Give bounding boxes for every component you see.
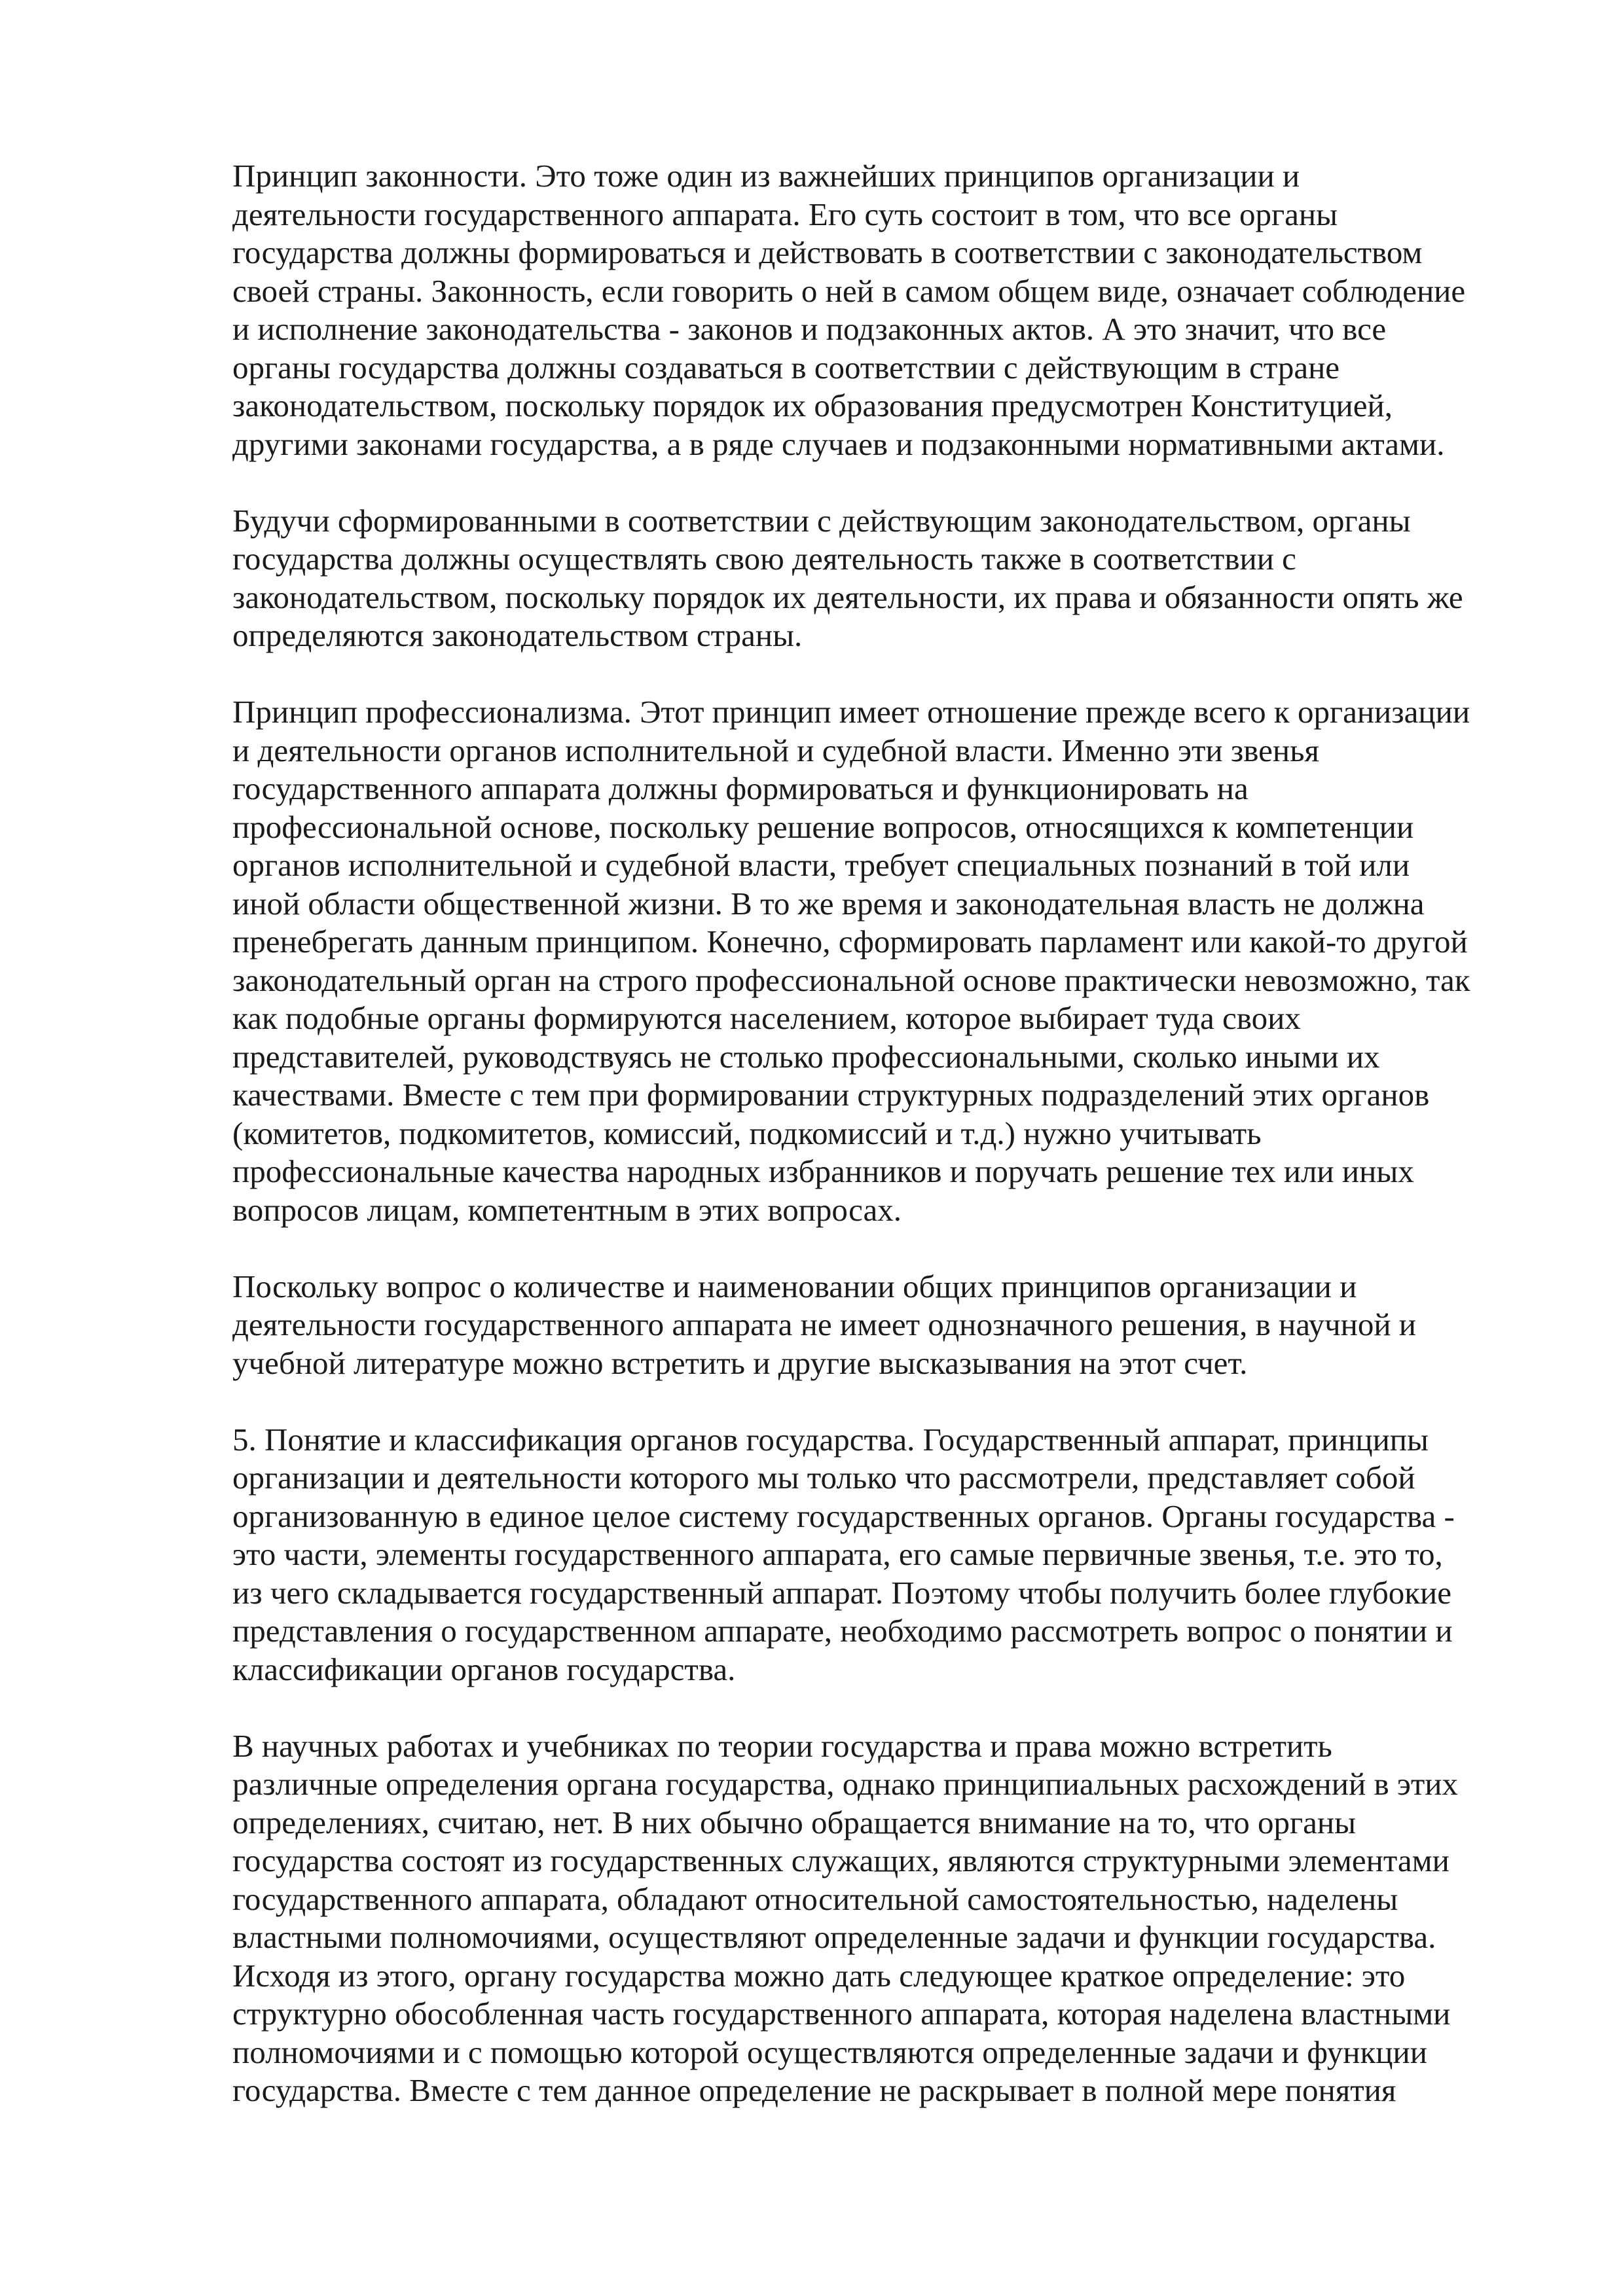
text-line: организованную в единое целое систему государственных органов. Органы государства -	[232, 1498, 1455, 1534]
text-line: другими законами государства, а в ряде случаев и подзаконными нормативными актами.	[232, 425, 1445, 462]
text-line: Принцип профессионализма. Этот принцип имеет отношение прежде всего к организации	[232, 694, 1470, 730]
text-line: Принцип законности. Это тоже один из важнейших принципов организации и	[232, 158, 1300, 194]
paragraph-formed-bodies	[232, 502, 1535, 655]
text-line: государства. Вместе с тем данное определение не раскрывает в полной мере понятия	[232, 2072, 1396, 2108]
text-line: пренебрегать данным принципом. Конечно, сформировать парламент или какой-то другой	[232, 924, 1468, 960]
text-line: органов исполнительной и судебной власти, требует специальных познаний в той или	[232, 847, 1410, 883]
text-line: В научных работах и учебниках по теории государства и права можно встретить	[232, 1727, 1332, 1764]
text-line: представителей, руководствуясь не столько профессиональными, сколько иными их	[232, 1038, 1380, 1075]
text-line: 5. Понятие и классификация органов государства. Государственный аппарат, принципы	[232, 1421, 1429, 1458]
text-line: (комитетов, подкомитетов, комиссий, подкомиссий и т.д.) нужно учитывать	[232, 1115, 1262, 1151]
document-body	[232, 157, 1535, 2148]
text-line: деятельности государственного аппарата. Его суть состоит в том, что все органы	[232, 196, 1338, 232]
text-line: властными полномочиями, осуществляют определенные задачи и функции государства.	[232, 1919, 1436, 1955]
text-line: Исходя из этого, органу государства можно дать следующее краткое определение: это	[232, 1957, 1406, 1994]
text-line: и деятельности органов исполнительной и судебной власти. Именно эти звенья	[232, 732, 1319, 768]
text-line: государства состоят из государственных служащих, являются структурными элементами	[232, 1842, 1450, 1878]
text-line: определяются законодательством страны.	[232, 617, 803, 653]
text-line: организации и деятельности которого мы только что рассмотрели, представляет собой	[232, 1460, 1415, 1496]
text-line: законодательный орган на строго профессиональной основе практически невозможно, так	[232, 961, 1470, 998]
text-line: деятельности государственного аппарата не имеет однозначного решения, в научной и	[232, 1306, 1417, 1342]
text-line: профессиональной основе, поскольку решение вопросов, относящихся к компетенции	[232, 808, 1414, 845]
text-line: своей страны. Законность, если говорить о ней в самом общем виде, означает соблюдение	[232, 272, 1466, 309]
text-line: органы государства должны создаваться в соответствии с действующим в стране	[232, 349, 1340, 386]
text-line: это части, элементы государственного аппарата, его самые первичные звенья, т.е. это то,	[232, 1536, 1443, 1572]
text-line: иной области общественной жизни. В то же время и законодательная власть не должна	[232, 885, 1425, 922]
text-line: как подобные органы формируются населением, которое выбирает туда своих	[232, 1000, 1301, 1036]
text-line: качествами. Вместе с тем при формировании структурных подразделений этих органов	[232, 1077, 1430, 1113]
paragraph-section-5-concept	[232, 1421, 1535, 1689]
text-line: определениях, считаю, нет. В них обычно обращается внимание на то, что органы	[232, 1804, 1357, 1840]
text-line: и исполнение законодательства - законов и подзаконных актов. А это значит, что все	[232, 311, 1387, 347]
text-line: различные определения органа государства, однако принципиальных расхождений в этих	[232, 1766, 1459, 1802]
text-line: профессиональные качества народных избранников и поручать решение тех или иных	[232, 1153, 1414, 1189]
text-line: законодательством, поскольку порядок их образования предусмотрен Конституцией,	[232, 387, 1393, 423]
text-line: классификации органов государства.	[232, 1651, 736, 1687]
text-line: законодательством, поскольку порядок их деятельности, их права и обязанности опять же	[232, 579, 1463, 615]
text-line: Будучи сформированными в соответствии с действующим законодательством, органы	[232, 502, 1411, 539]
text-line: из чего складывается государственный аппарат. Поэтому чтобы получить более глубокие	[232, 1574, 1452, 1611]
text-line: полномочиями и с помощью которой осуществляются определенные задачи и функции	[232, 2034, 1427, 2070]
text-line: представления о государственном аппарате, необходимо рассмотреть вопрос о понятии и	[232, 1613, 1453, 1649]
text-line: Поскольку вопрос о количестве и наименовании общих принципов организации и	[232, 1268, 1357, 1304]
text-line: учебной литературе можно встретить и другие высказывания на этот счет.	[232, 1344, 1248, 1381]
text-line: структурно обособленная часть государственного аппарата, которая наделена властными	[232, 1996, 1451, 2032]
text-line: государства должны осуществлять свою деятельность также в соответствии с	[232, 541, 1296, 577]
text-line: государственного аппарата, обладают относительной самостоятельностью, наделены	[232, 1880, 1398, 1917]
paragraph-principles-question	[232, 1268, 1535, 1383]
paragraph-legality-principle	[232, 157, 1535, 463]
paragraph-definition	[232, 1727, 1535, 2110]
paragraph-professionalism-principle	[232, 693, 1535, 1229]
text-line: государства должны формироваться и действовать в соответствии с законодательством	[232, 234, 1423, 270]
text-line: государственного аппарата должны формироваться и функционировать на	[232, 770, 1249, 806]
text-line: вопросов лицам, компетентным в этих вопросах.	[232, 1191, 902, 1228]
